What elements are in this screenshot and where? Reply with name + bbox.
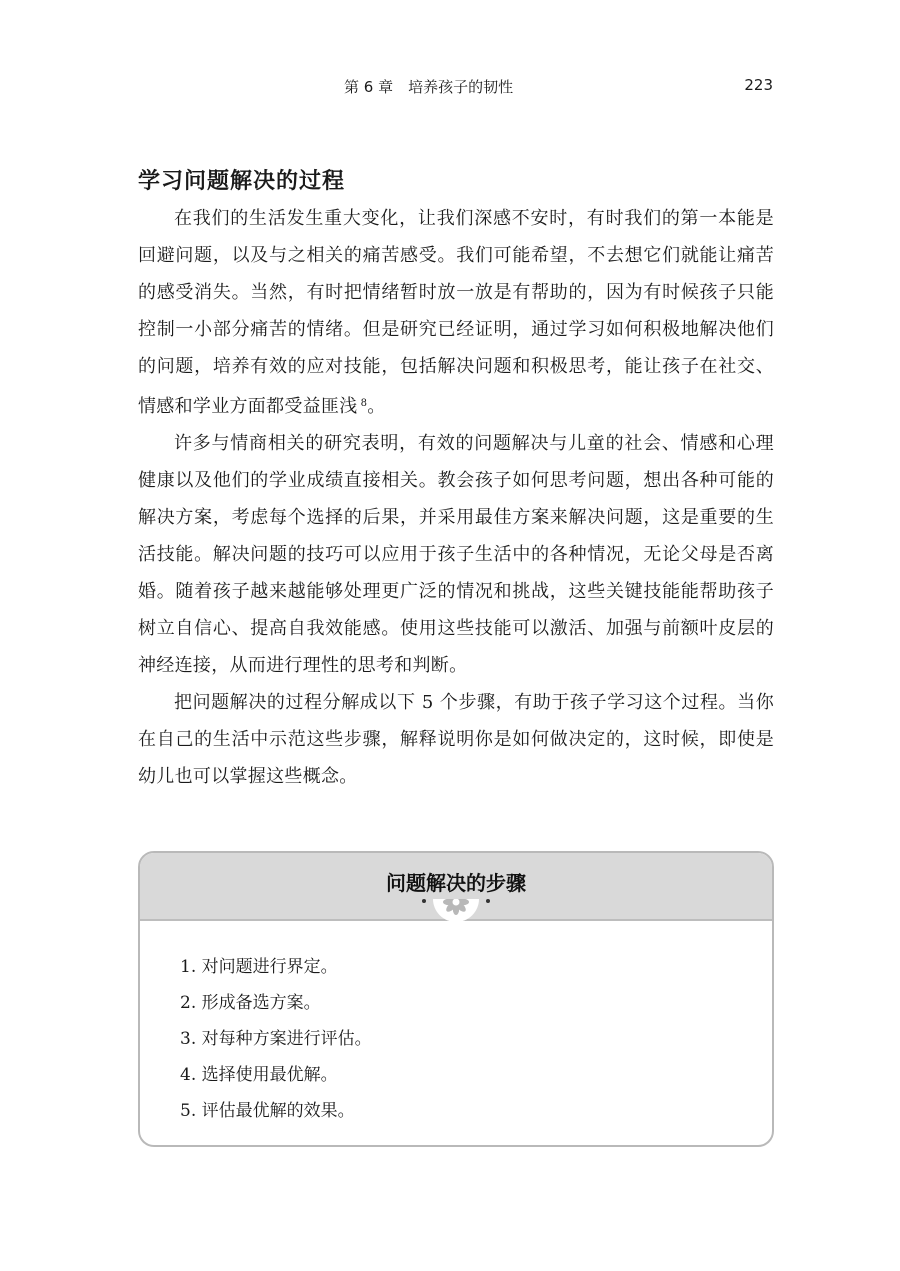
body-text bbox=[138, 200, 774, 795]
paragraph-3: 把问题解决的过程分解成以下 5 个步骤，有助于孩子学习这个过程。当你在自己的生活中示范这些步骤，解释说明你是如何做决定的，这时候，即使是幼儿也可以掌握这些概念。 bbox=[138, 692, 774, 787]
steps-box-header bbox=[140, 853, 772, 921]
flower-ornament-icon bbox=[421, 899, 491, 937]
list-item: 3. 对每种方案进行评估。 bbox=[180, 1029, 372, 1049]
paragraph-1-end: 。 bbox=[367, 396, 386, 417]
paragraph-1 bbox=[138, 200, 774, 425]
steps-box-title: 问题解决的步骤 bbox=[386, 871, 526, 895]
list-item: 4. 选择使用最优解。 bbox=[180, 1065, 338, 1085]
steps-box bbox=[138, 851, 774, 1147]
footnote-marker: 8 bbox=[360, 398, 368, 409]
list-item: 5. 评估最优解的效果。 bbox=[180, 1101, 355, 1121]
paragraph-1-text: 在我们的生活发生重大变化，让我们深感不安时，有时我们的第一本能是回避问题，以及与之相关的痛苦感受。我们可能希望，不去想它们就能让痛苦的感受消失。当然，有时把情绪暂时放一放是有帮助的，因为有时候孩子只能控制一小部分痛苦的情绪。但是研究已经证明，通过学习如何积极地解决他们的问题，培养有效的应对技能，包括解决问题和积极思考，能让孩子在社交、情感和学业方面都受益匪浅 bbox=[138, 208, 774, 417]
list-item: 1. 对问题进行界定。 bbox=[180, 957, 338, 977]
running-header bbox=[0, 76, 900, 100]
steps-list bbox=[180, 949, 372, 1129]
section-title: 学习问题解决的过程 bbox=[138, 169, 346, 194]
paragraph-2: 许多与情商相关的研究表明，有效的问题解决与儿童的社会、情感和心理健康以及他们的学业成绩直接相关。教会孩子如何思考问题，想出各种可能的解决方案，考虑每个选择的后果，并采用最佳方案来解决问题，这是重要的生活技能。解决问题的技巧可以应用于孩子生活中的各种情况，无论父母是否离婚。随着孩子越来越能够处理更广泛的情况和挑战，这些关键技能能帮助孩子树立自信心、提高自我效能感。使用这些技能可以激活、加强与前额叶皮层的神经连接，从而进行理性的思考和判断。 bbox=[138, 433, 774, 676]
list-item: 2. 形成备选方案。 bbox=[180, 993, 321, 1013]
chapter-title: 第 6 章 培养孩子的韧性 bbox=[344, 78, 514, 96]
page-number: 223 bbox=[744, 76, 773, 94]
